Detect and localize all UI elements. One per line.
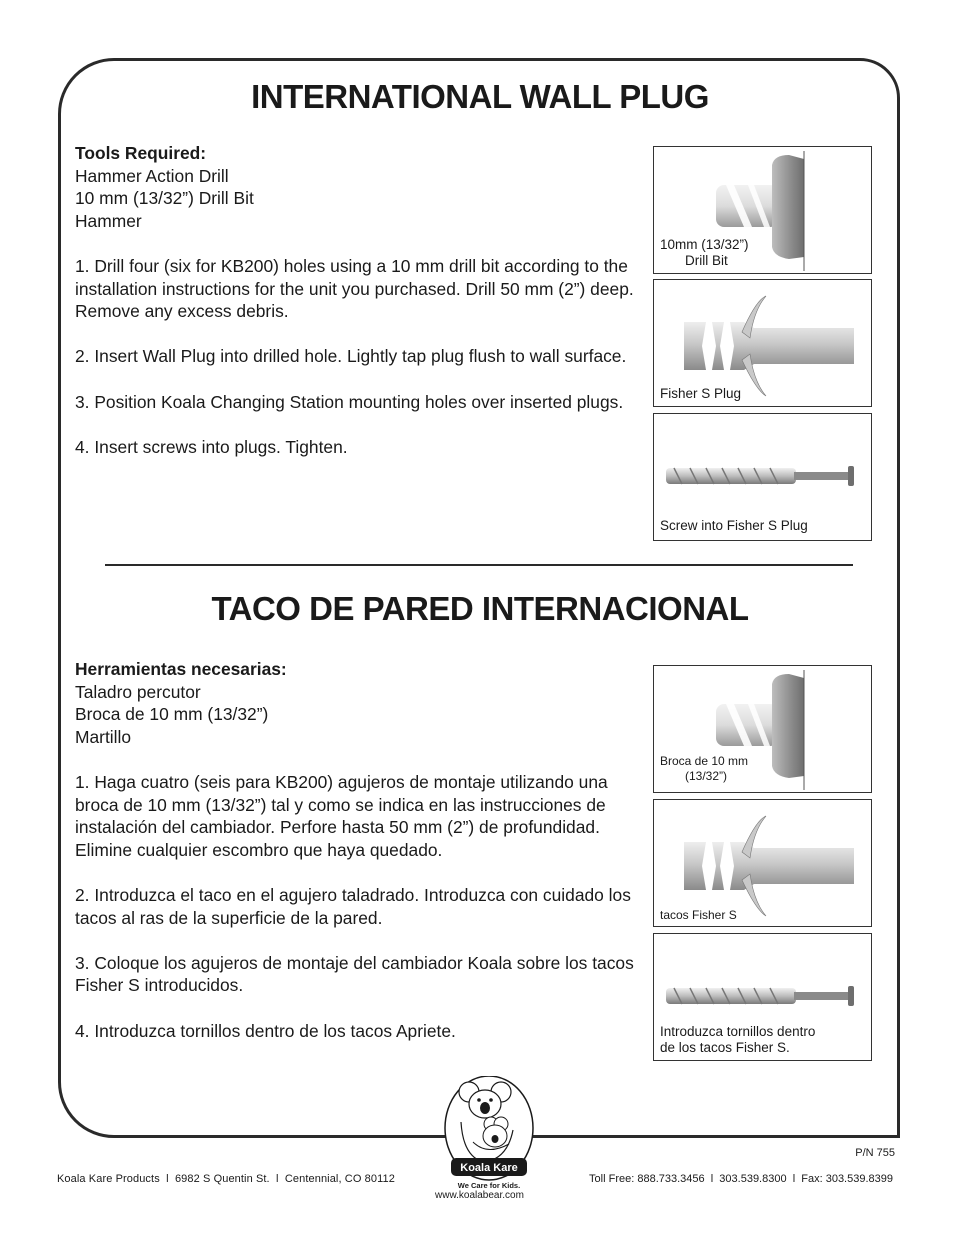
plug-panel <box>653 279 872 407</box>
spanish-title: TACO DE PARED INTERNACIONAL <box>211 590 749 627</box>
caption-line: 10mm (13/32”) <box>660 237 749 252</box>
tool-item: Broca de 10 mm (13/32”) <box>75 704 269 725</box>
tools-heading: Herramientas necesarias: <box>75 659 287 679</box>
step-3: 3. Position Koala Changing Station mounting holes over inserted plugs. <box>75 391 624 412</box>
drill-bit-panel-es <box>653 665 872 793</box>
koala-kare-logo <box>443 1076 535 1194</box>
english-title: INTERNATIONAL WALL PLUG <box>251 78 709 115</box>
caption-line: Drill Bit <box>685 252 728 268</box>
drill-bit-caption <box>660 754 748 784</box>
screw-panel <box>653 413 872 541</box>
step-4: 4. Introduzca tornillos dentro de los tacos Apriete. <box>75 1020 456 1041</box>
tools-heading: Tools Required: <box>75 143 207 163</box>
caption-line: (13/32”) <box>685 769 728 783</box>
footer-website[interactable]: www.koalabear.com <box>435 1190 524 1201</box>
plug-panel-es <box>653 799 872 927</box>
tool-item: 10 mm (13/32”) Drill Bit <box>75 188 254 209</box>
koala-bear-icon <box>443 1076 535 1194</box>
english-instructions <box>75 142 635 458</box>
step-2: 2. Introduzca el taco en el agujero taladrado. Introduzca con cuidado los tacos al ras de la superficie de la pared. <box>75 884 631 928</box>
step-4: 4. Insert screws into plugs. Tighten. <box>75 436 348 457</box>
logo-tagline: We Care for Kids. <box>457 1181 521 1190</box>
step-2: 2. Insert Wall Plug into drilled hole. Lightly tap plug flush to wall surface. <box>75 346 627 367</box>
screw-caption: Screw into Fisher S Plug <box>660 518 808 533</box>
tool-item: Hammer <box>75 210 142 231</box>
tool-item: Hammer Action Drill <box>75 165 229 186</box>
step-3: 3. Coloque los agujeros de montaje del cambiador Koala sobre los tacos Fisher S introducidos. <box>75 952 634 996</box>
footer-contact: Toll Free: 888.733.3456 l 303.539.8300 l Fax: 303.539.8399 <box>589 1173 893 1185</box>
caption-line: Broca de 10 mm <box>660 754 749 768</box>
tool-item: Taladro percutor <box>75 681 201 702</box>
step-1: 1. Haga cuatro (seis para KB200) agujeros de montaje utilizando una broca de 10 mm (13/32”) tal y como se indica en las instrucciones de instalación del cambiador. Perfore hasta 50 mm (2”) de profundidad. Elimine cualquier escombro que haya quedado. <box>75 771 608 860</box>
screw-caption <box>660 1024 815 1055</box>
plug-caption: Fisher S Plug <box>660 386 742 401</box>
caption-line: Introduzca tornillos dentro <box>660 1024 816 1039</box>
section-divider <box>105 564 853 566</box>
part-number: P/N 755 <box>855 1147 895 1159</box>
screw-panel-es <box>653 933 872 1061</box>
tool-item: Martillo <box>75 726 132 747</box>
step-1: 1. Drill four (six for KB200) holes using a 10 mm drill bit according to the installation instructions for the unit you purchased. Drill 50 mm (2”) deep. Remove any excess debris. <box>75 255 634 322</box>
logo-brand: Koala Kare <box>460 1162 518 1174</box>
plug-caption: tacos Fisher S <box>660 908 737 922</box>
footer-address: Koala Kare Products l 6982 S Quentin St. l Centennial, CO 80112 <box>57 1173 395 1185</box>
caption-line: de los tacos Fisher S. <box>660 1039 790 1055</box>
drill-bit-caption <box>660 237 749 268</box>
drill-bit-panel <box>653 146 872 274</box>
spanish-instructions <box>75 658 640 1042</box>
